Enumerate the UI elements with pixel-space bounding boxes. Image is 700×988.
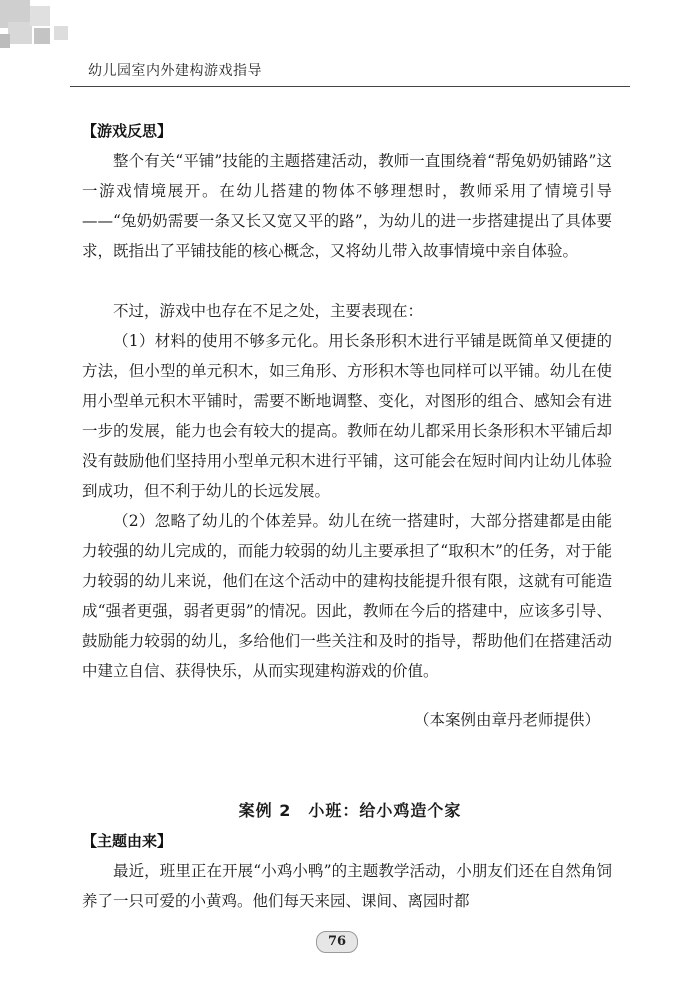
origin-heading: 【主题由来】 — [82, 832, 173, 850]
reflection-paragraph-1: 整个有关“平铺”技能的主题搭建活动，教师一直围绕着“帮兔奶奶铺路”这一游戏情境展开。在幼儿搭建的物体不够理想时，教师采用了情境引导——“兔奶奶需要一条又长又宽又平的路”，为幼儿的进一步搭建提出了具体要求，既指出了平铺技能的核心概念，又将幼儿带入故事情境中亲自体验。 — [82, 152, 612, 260]
reflection-paragraph-2: 不过，游戏中也存在不足之处，主要表现在： — [113, 302, 424, 320]
case-title: 案例 2 小班：给小鸡造个家 — [238, 801, 462, 820]
reflection-heading: 【游戏反思】 — [82, 122, 173, 140]
case-credit: （本案例由章丹老师提供） — [413, 711, 600, 729]
running-header: 幼儿园室内外建构游戏指导 — [88, 63, 262, 79]
corner-cubes-decoration — [0, 0, 80, 60]
origin-paragraph: 最近，班里正在开展“小鸡小鸭”的主题教学活动，小朋友们还在自然角饲养了一只可爱的小黄鸡。他们每天来园、课间、离园时都 — [82, 862, 612, 910]
reflection-paragraph-4: （2）忽略了幼儿的个体差异。幼儿在统一搭建时，大部分搭建都是由能力较强的幼儿完成的，而能力较弱的幼儿主要承担了“取积木”的任务，对于能力较弱的幼儿来说，他们在这个活动中的建构技能提升很有限，这就有可能造成“强者更强，弱者更弱”的情况。因此，教师在今后的搭建中，应该多引导、鼓励能力较弱的幼儿，多给他们一些关注和及时的指导，帮助他们在搭建活动中建立自信、获得快乐，从而实现建构游戏的价值。 — [82, 512, 612, 680]
page-number-badge: 76 — [316, 931, 358, 953]
header-divider — [70, 86, 630, 87]
reflection-paragraph-3: （1）材料的使用不够多元化。用长条形积木进行平铺是既简单又便捷的方法，但小型的单元积木，如三角形、方形积木等也同样可以平铺。幼儿在使用小型单元积木平铺时，需要不断地调整、变化，对图形的组合、感知会有进一步的发展，能力也会有较大的提高。教师在幼儿都采用长条形积木平铺后却没有鼓励他们坚持用小型单元积木进行平铺，这可能会在短时间内让幼儿体验到成功，但不利于幼儿的长远发展。 — [82, 332, 612, 500]
